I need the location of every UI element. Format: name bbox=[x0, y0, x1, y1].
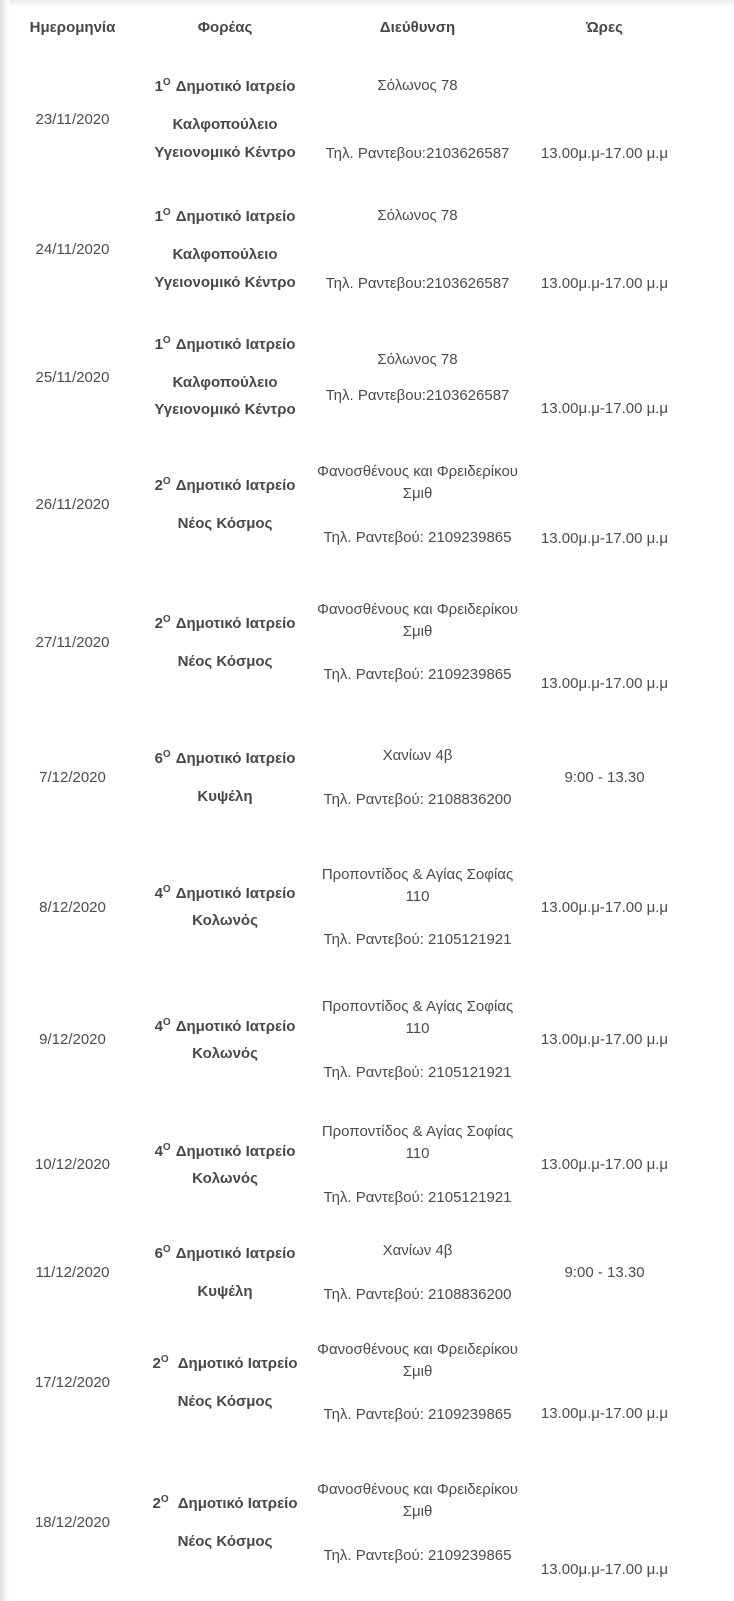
date-cell bbox=[0, 1225, 145, 1320]
hours-cell bbox=[530, 1320, 734, 1445]
clinic-name bbox=[155, 334, 296, 356]
clinic-cell bbox=[145, 1445, 305, 1601]
clinic-cell bbox=[145, 840, 305, 975]
address-cell bbox=[305, 1445, 530, 1601]
hours-value: 13.00μ.μ-17.00 μ.μ bbox=[540, 1405, 669, 1423]
date-cell bbox=[0, 975, 145, 1105]
clinic-ordinal: 4 bbox=[154, 1142, 163, 1160]
appointment-phone: Τηλ. Ραντεβού: 2105121921 bbox=[323, 931, 512, 949]
clinic-ordinal-suffix: Ο bbox=[162, 334, 171, 346]
column-header-date: Ημερομηνία bbox=[29, 18, 116, 36]
hours-value: 13.00μ.μ-17.00 μ.μ bbox=[540, 145, 669, 163]
date-value: 7/12/2020 bbox=[39, 768, 106, 786]
date-value: 23/11/2020 bbox=[35, 111, 110, 129]
table-row bbox=[0, 715, 734, 840]
hours-cell bbox=[530, 440, 734, 570]
clinic-name-text: Δημοτικό Ιατρείο bbox=[175, 614, 296, 632]
clinic-name-text: Δημοτικό Ιατρείο bbox=[175, 78, 296, 96]
address-line: 110 bbox=[405, 1145, 430, 1163]
column-header-address: Διεύθυνση bbox=[379, 18, 456, 36]
address-cell bbox=[305, 570, 530, 715]
clinic-name bbox=[155, 748, 296, 770]
clinic-ordinal-suffix: Ο bbox=[162, 207, 171, 219]
hours-value: 9:00 - 13.30 bbox=[564, 768, 645, 786]
address-cell bbox=[305, 715, 530, 840]
clinic-area: Υγειονομικό Κέντρο bbox=[154, 143, 296, 161]
clinic-cell bbox=[145, 55, 305, 185]
clinic-area: Κολωνός bbox=[192, 912, 258, 929]
clinic-area: Κολωνός bbox=[192, 1169, 258, 1187]
appointment-phone: Τηλ. Ραντεβού: 2109239865 bbox=[323, 1406, 512, 1424]
clinic-name bbox=[152, 1493, 297, 1515]
clinic-name-text: Δημοτικό Ιατρείο bbox=[175, 1017, 296, 1035]
hours-cell bbox=[530, 840, 734, 975]
table-row bbox=[0, 975, 734, 1105]
table-row bbox=[0, 185, 734, 315]
date-cell bbox=[0, 1105, 145, 1225]
clinic-ordinal-suffix: Ο bbox=[162, 613, 171, 625]
hours-value: 13.00μ.μ-17.00 μ.μ bbox=[540, 275, 669, 293]
clinic-cell bbox=[145, 1320, 305, 1445]
hours-cell bbox=[530, 975, 734, 1105]
clinic-ordinal-suffix: Ο bbox=[162, 1141, 171, 1153]
address-line: Σόλωνος 78 bbox=[377, 77, 458, 95]
address-line: Σμιθ bbox=[402, 1503, 433, 1521]
address-line: Φανοσθένους και Φρειδερίκου bbox=[317, 600, 518, 618]
table-row bbox=[0, 1105, 734, 1225]
clinic-name-text: Δημοτικό Ιατρείο bbox=[175, 1244, 296, 1262]
clinic-name bbox=[155, 613, 296, 635]
clinic-ordinal: 1 bbox=[154, 208, 163, 226]
clinic-ordinal: 2 bbox=[154, 477, 163, 495]
table-header-row bbox=[0, 0, 734, 55]
clinic-name bbox=[155, 1243, 296, 1265]
table-row bbox=[0, 570, 734, 715]
clinic-ordinal-suffix: Ο bbox=[162, 748, 171, 760]
clinic-cell bbox=[145, 315, 305, 440]
hours-value: 13.00μ.μ-17.00 μ.μ bbox=[540, 1156, 669, 1174]
clinic-name bbox=[155, 883, 296, 905]
clinic-cell bbox=[145, 185, 305, 315]
clinic-ordinal-suffix: Ο bbox=[162, 77, 171, 89]
clinic-cell bbox=[145, 570, 305, 715]
clinic-cell bbox=[145, 715, 305, 840]
address-line: Χανίων 4β bbox=[382, 746, 453, 764]
address-cell bbox=[305, 840, 530, 975]
clinic-area: Νέος Κόσμος bbox=[177, 1392, 273, 1410]
clinic-ordinal: 4 bbox=[154, 1017, 163, 1035]
hours-cell bbox=[530, 315, 734, 440]
clinic-cell bbox=[145, 975, 305, 1105]
hours-cell bbox=[530, 715, 734, 840]
clinic-name bbox=[152, 1353, 297, 1375]
address-cell bbox=[305, 440, 530, 570]
clinic-area: Υγειονομικό Κέντρο bbox=[154, 273, 296, 291]
address-cell bbox=[305, 185, 530, 315]
date-cell bbox=[0, 1320, 145, 1445]
appointment-phone: Τηλ. Ραντεβού: 2105121921 bbox=[323, 1188, 512, 1206]
address-line: Σμιθ bbox=[402, 485, 433, 503]
clinic-name bbox=[155, 1016, 296, 1038]
address-line: Προποντίδος & Αγίας Σοφίας bbox=[321, 865, 514, 883]
address-cell bbox=[305, 55, 530, 185]
appointment-phone: Τηλ. Ραντεβού: 2108836200 bbox=[323, 790, 512, 808]
address-line: Φανοσθένους και Φρειδερίκου bbox=[317, 1481, 518, 1499]
appointment-phone: Τηλ. Ραντεβου:2103626587 bbox=[325, 386, 510, 404]
clinic-name-text: Δημοτικό Ιατρείο bbox=[175, 477, 296, 495]
clinic-ordinal: 4 bbox=[154, 885, 163, 903]
clinic-cell bbox=[145, 440, 305, 570]
table-row bbox=[0, 840, 734, 975]
clinic-ordinal-suffix: Ο bbox=[162, 1016, 171, 1028]
address-cell bbox=[305, 1225, 530, 1320]
date-value: 24/11/2020 bbox=[35, 241, 110, 259]
clinic-ordinal: 2 bbox=[154, 614, 163, 632]
clinic-area: Κυψέλη bbox=[197, 787, 253, 805]
address-cell bbox=[305, 315, 530, 440]
date-value: 26/11/2020 bbox=[35, 496, 110, 514]
clinic-name-text: Δημοτικό Ιατρείο bbox=[175, 749, 296, 767]
clinic-name bbox=[155, 206, 296, 228]
appointment-phone: Τηλ. Ραντεβού: 2109239865 bbox=[323, 528, 512, 546]
table-row bbox=[0, 1320, 734, 1445]
date-cell bbox=[0, 840, 145, 975]
address-line: Προποντίδος & Αγίας Σοφίας bbox=[321, 998, 514, 1016]
date-value: 27/11/2020 bbox=[35, 633, 110, 651]
address-cell bbox=[305, 1105, 530, 1225]
appointment-phone: Τηλ. Ραντεβού: 2109239865 bbox=[323, 1546, 512, 1564]
table-row bbox=[0, 315, 734, 440]
address-line: Σόλωνος 78 bbox=[377, 207, 458, 225]
clinic-area: Νέος Κόσμος bbox=[177, 515, 273, 532]
column-header-organization: Φορέας bbox=[197, 18, 253, 36]
table-row bbox=[0, 440, 734, 570]
hours-cell bbox=[530, 1105, 734, 1225]
hours-cell bbox=[530, 185, 734, 315]
clinic-area: Καλφοπούλειο bbox=[172, 116, 278, 134]
clinic-ordinal: 1 bbox=[154, 78, 163, 96]
address-cell bbox=[305, 1320, 530, 1445]
hours-cell bbox=[530, 55, 734, 185]
clinic-name bbox=[155, 76, 296, 98]
clinic-name-text: Δημοτικό Ιατρείο bbox=[175, 1142, 296, 1160]
table-row bbox=[0, 1445, 734, 1601]
appointment-phone: Τηλ. Ραντεβού: 2108836200 bbox=[323, 1285, 512, 1303]
clinic-area: Καλφοπούλειο bbox=[172, 373, 278, 391]
clinic-name-text: Δημοτικό Ιατρείο bbox=[175, 885, 296, 903]
date-cell bbox=[0, 715, 145, 840]
clinic-ordinal: 2 bbox=[152, 1354, 161, 1372]
appointment-phone: Τηλ. Ραντεβου:2103626587 bbox=[325, 145, 510, 162]
date-cell bbox=[0, 55, 145, 185]
date-value: 25/11/2020 bbox=[35, 368, 110, 386]
address-line: Προποντίδος & Αγίας Σοφίας bbox=[321, 1123, 514, 1141]
table-row bbox=[0, 1225, 734, 1320]
clinic-area: Νέος Κόσμος bbox=[177, 1533, 273, 1550]
clinic-ordinal: 6 bbox=[154, 1244, 163, 1262]
clinic-name bbox=[155, 475, 296, 497]
hours-value: 9:00 - 13.30 bbox=[564, 1263, 645, 1281]
table-row bbox=[0, 55, 734, 185]
clinic-area: Νέος Κόσμος bbox=[177, 652, 273, 670]
date-value: 9/12/2020 bbox=[39, 1031, 106, 1049]
address-line: Χανίων 4β bbox=[382, 1241, 453, 1259]
date-cell bbox=[0, 185, 145, 315]
clinic-name bbox=[155, 1141, 296, 1163]
address-line: 110 bbox=[405, 887, 430, 905]
clinic-ordinal-suffix: Ο bbox=[160, 1494, 169, 1506]
hours-value: 13.00μ.μ-17.00 μ.μ bbox=[540, 1561, 669, 1579]
appointment-phone: Τηλ. Ραντεβού: 2109239865 bbox=[323, 666, 512, 684]
clinic-name-text: Δημοτικό Ιατρείο bbox=[175, 208, 296, 226]
clinic-ordinal-suffix: Ο bbox=[160, 1353, 169, 1365]
address-line: Σόλωνος 78 bbox=[377, 350, 458, 368]
hours-value: 13.00μ.μ-17.00 μ.μ bbox=[540, 1031, 669, 1049]
clinic-cell bbox=[145, 1105, 305, 1225]
date-cell bbox=[0, 315, 145, 440]
date-value: 10/12/2020 bbox=[34, 1156, 111, 1174]
clinic-ordinal-suffix: Ο bbox=[162, 476, 171, 488]
hours-value: 13.00μ.μ-17.00 μ.μ bbox=[540, 400, 669, 418]
date-value: 8/12/2020 bbox=[39, 898, 106, 916]
clinic-area: Καλφοπούλειο bbox=[172, 246, 278, 264]
appointment-phone: Τηλ. Ραντεβου:2103626587 bbox=[325, 275, 510, 292]
date-cell bbox=[0, 570, 145, 715]
hours-value: 13.00μ.μ-17.00 μ.μ bbox=[540, 898, 669, 916]
appointment-phone: Τηλ. Ραντεβού: 2105121921 bbox=[323, 1063, 512, 1081]
clinic-ordinal: 1 bbox=[154, 335, 163, 353]
clinic-name-text: Δημοτικό Ιατρείο bbox=[173, 1495, 298, 1513]
date-value: 11/12/2020 bbox=[35, 1263, 110, 1281]
address-line: 110 bbox=[405, 1020, 430, 1038]
clinic-area: Κολωνός bbox=[192, 1044, 258, 1062]
date-value: 17/12/2020 bbox=[34, 1373, 111, 1391]
hours-value: 13.00μ.μ-17.00 μ.μ bbox=[540, 675, 669, 693]
hours-value: 13.00μ.μ-17.00 μ.μ bbox=[540, 530, 669, 548]
address-line: Φανοσθένους και Φρειδερίκου bbox=[317, 463, 518, 481]
hours-cell bbox=[530, 1445, 734, 1601]
address-line: Σμιθ bbox=[402, 1362, 433, 1380]
address-cell bbox=[305, 975, 530, 1105]
clinic-ordinal-suffix: Ο bbox=[162, 884, 171, 896]
clinic-name-text: Δημοτικό Ιατρείο bbox=[175, 335, 296, 353]
date-cell bbox=[0, 440, 145, 570]
date-cell bbox=[0, 1445, 145, 1601]
hours-cell bbox=[530, 570, 734, 715]
clinic-ordinal-suffix: Ο bbox=[162, 1243, 171, 1255]
clinic-cell bbox=[145, 1225, 305, 1320]
clinic-ordinal: 2 bbox=[152, 1495, 161, 1513]
address-line: Φανοσθένους και Φρειδερίκου bbox=[317, 1340, 518, 1358]
clinic-area: Κυψέλη bbox=[197, 1282, 253, 1300]
clinic-area: Υγειονομικό Κέντρο bbox=[154, 401, 296, 419]
clinic-name-text: Δημοτικό Ιατρείο bbox=[173, 1354, 298, 1372]
address-line: Σμιθ bbox=[402, 622, 433, 640]
date-value: 18/12/2020 bbox=[34, 1514, 111, 1532]
column-header-hours: Ώρες bbox=[586, 18, 623, 36]
hours-cell bbox=[530, 1225, 734, 1320]
clinic-ordinal: 6 bbox=[154, 749, 163, 767]
